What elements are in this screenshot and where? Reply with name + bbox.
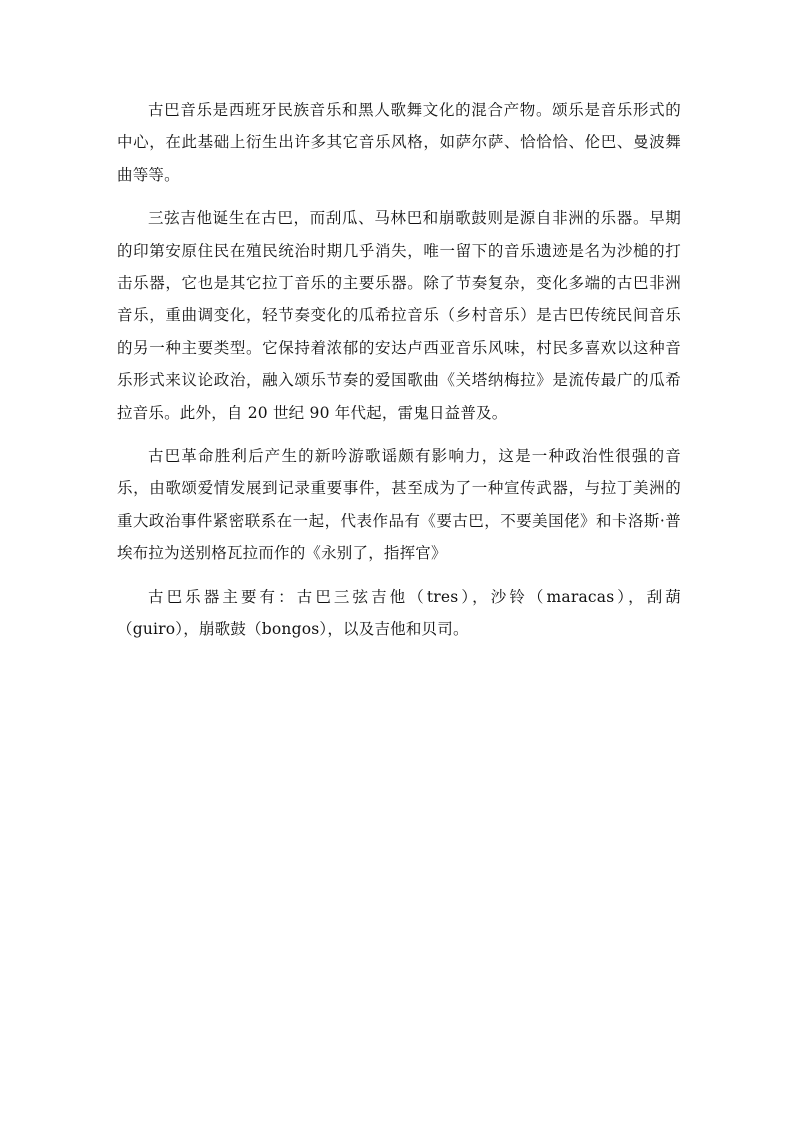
paragraph-instruments-list: 古巴乐器主要有：古巴三弦吉他（tres），沙铃（maracas），刮葫（guiro），崩歌鼓（bongos），以及吉他和贝司。 — [117, 587, 681, 639]
document-body — [117, 94, 681, 657]
paragraph-origins: 古巴音乐是西班牙民族音乐和黑人歌舞文化的混合产物。颂乐是音乐形式的中心，在此基础上衍生出许多其它音乐风格，如萨尔萨、恰恰恰、伦巴、曼波舞曲等等。 — [117, 101, 681, 184]
paragraph-nueva-trova: 古巴革命胜利后产生的新吟游歌谣颇有影响力，这是一种政治性很强的音乐，由歌颂爱情发展到记录重要事件，甚至成为了一种宣传武器，与拉丁美洲的重大政治事件紧密联系在一起，代表作品有《要古巴，不要美国佬》和卡洛斯·普埃布拉为送别格瓦拉而作的《永别了，指挥官》 — [117, 447, 681, 563]
paragraph-instruments-history: 三弦吉他诞生在古巴，而刮瓜、马林巴和崩歌鼓则是源自非洲的乐器。早期的印第安原住民在殖民统治时期几乎消失，唯一留下的音乐遗迹是名为沙槌的打击乐器，它也是其它拉丁音乐的主要乐器。除了节奏复杂，变化多端的古巴非洲音乐，重曲调变化，轻节奏变化的瓜希拉音乐（乡村音乐）是古巴传统民间音乐的另一种主要类型。它保持着浓郁的安达卢西亚音乐风味，村民多喜欢以这种音乐形式来议论政治，融入颂乐节奏的爱国歌曲《关塔纳梅拉》是流传最广的瓜希拉音乐。此外，自 20 世纪 90 年代起，雷鬼日益普及。 — [117, 209, 681, 422]
